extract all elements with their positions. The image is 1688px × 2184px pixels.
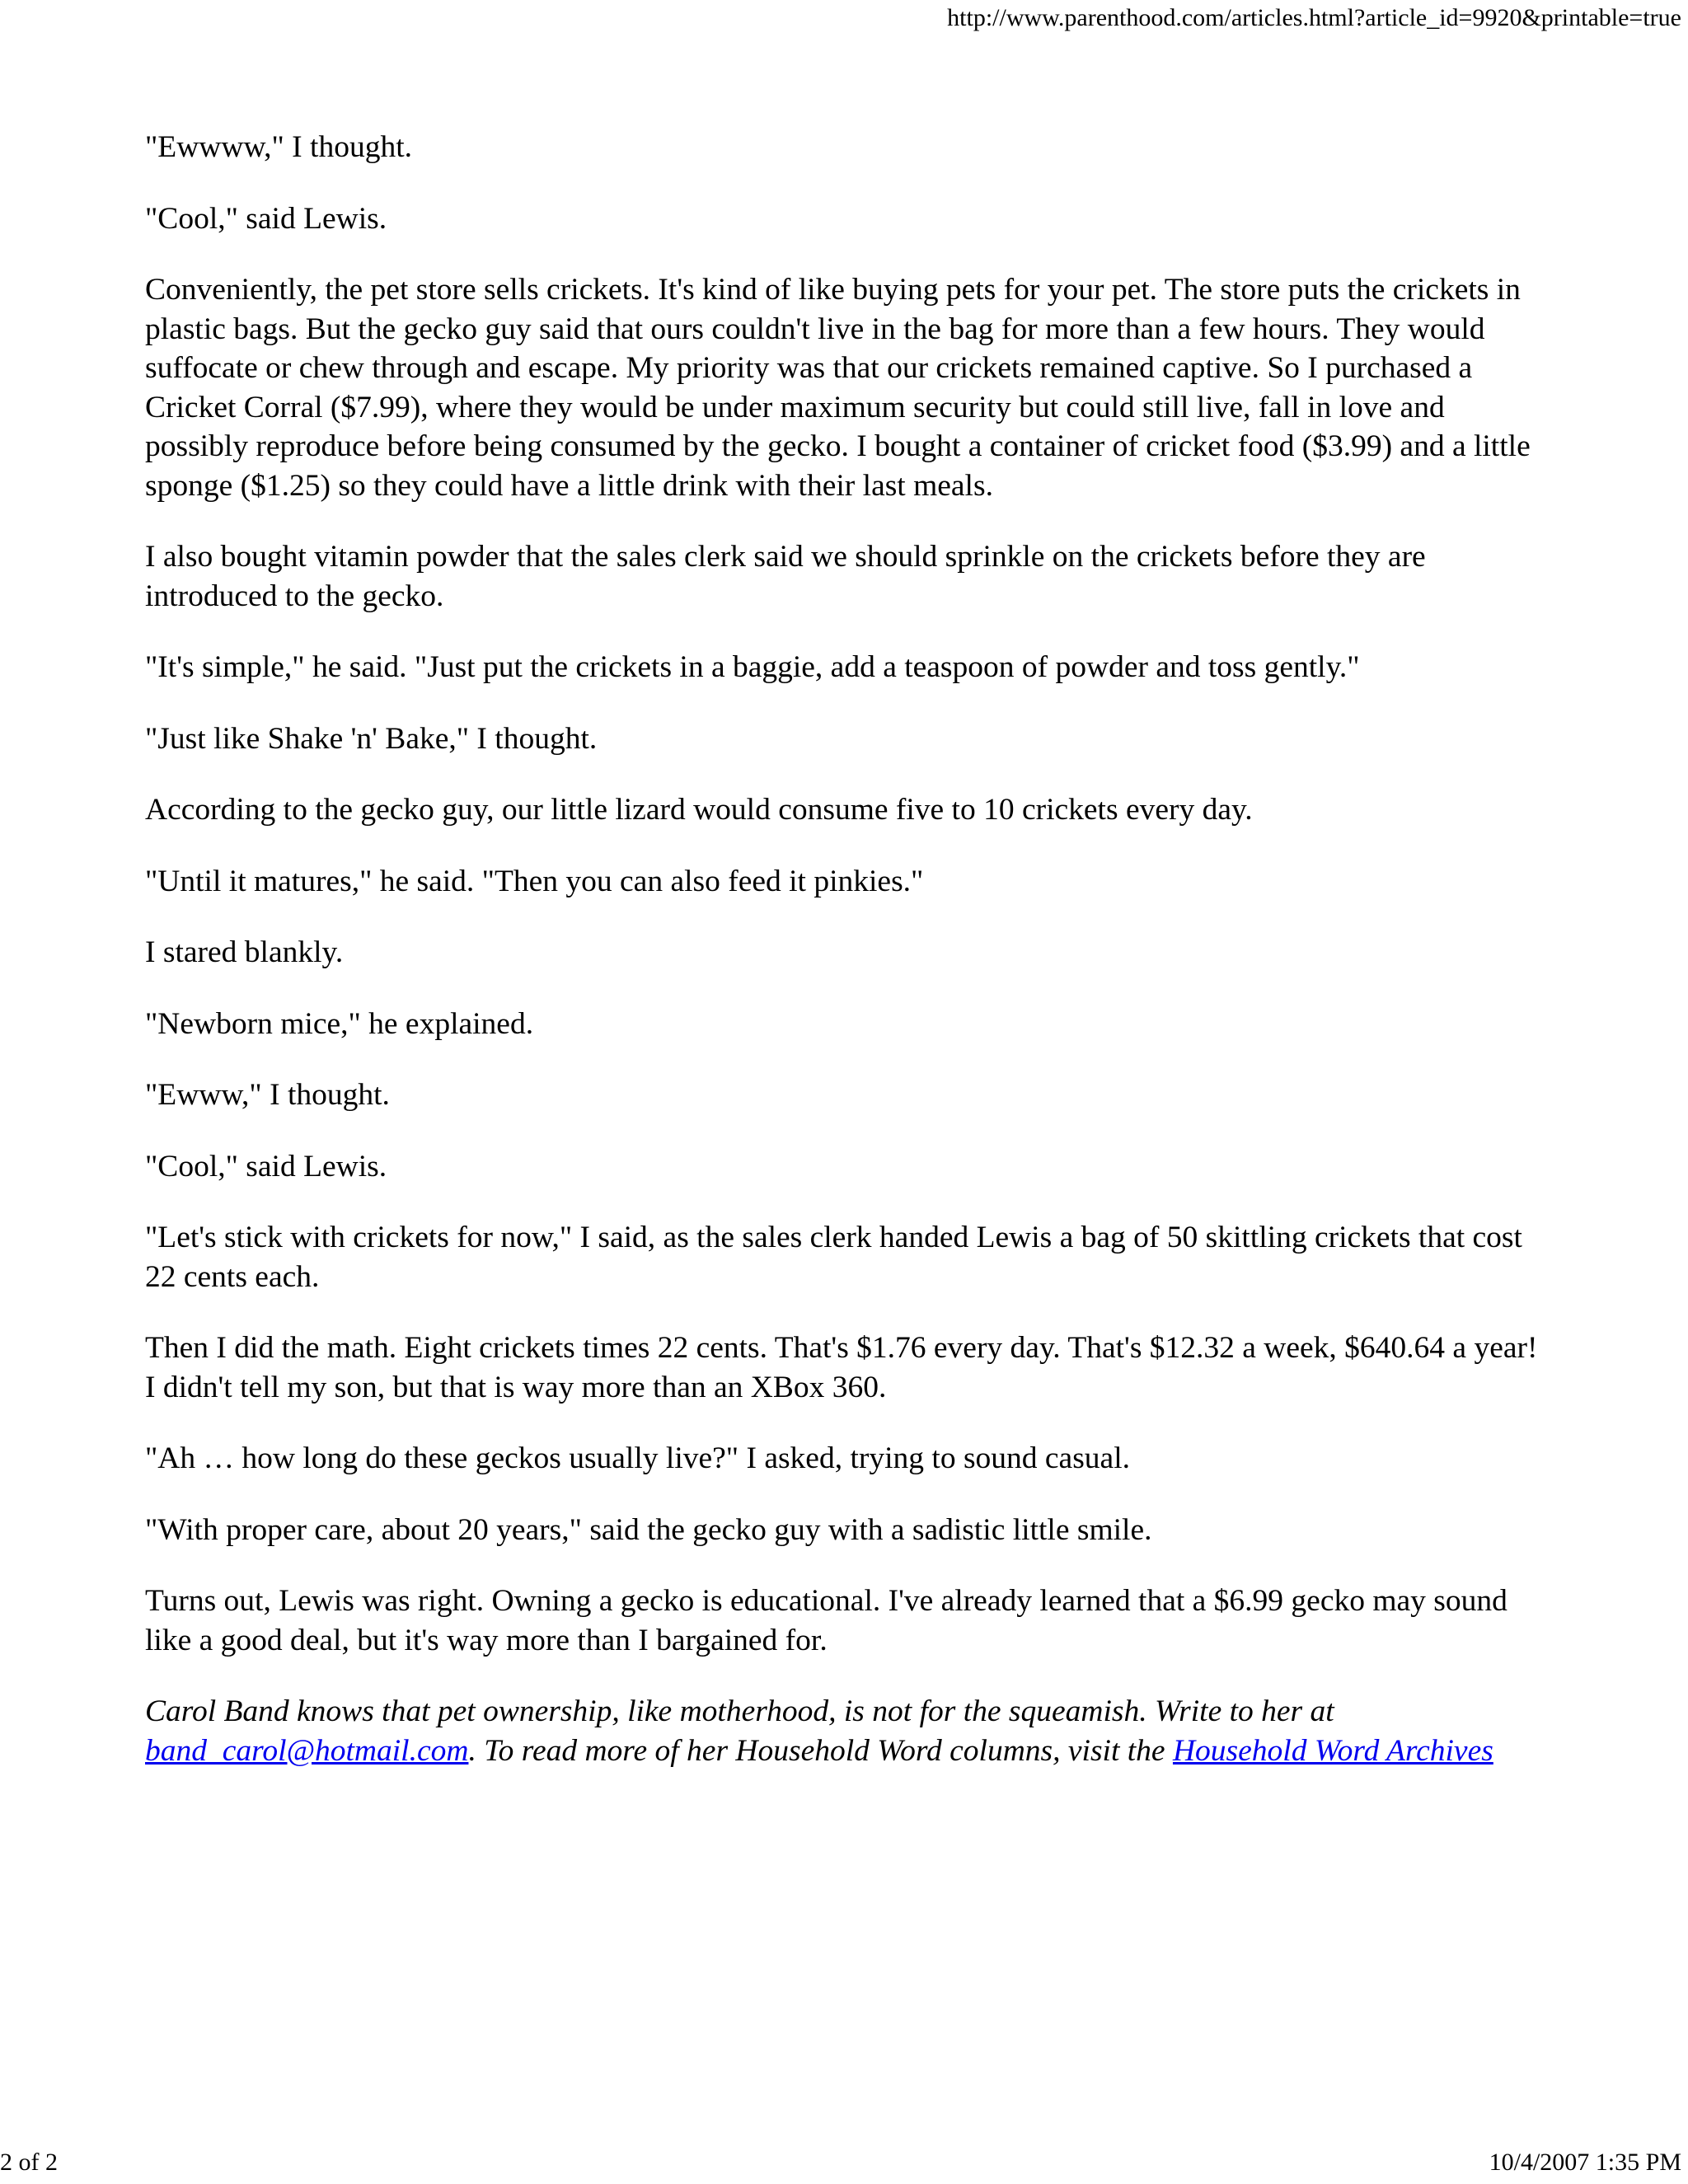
bio-text: Carol Band knows that pet ownership, like motherhood, is not for the squeamish. Write to her at (145, 1694, 1334, 1728)
article-paragraph: Turns out, Lewis was right. Owning a gecko is educational. I've already learned that a $6.99 gecko may sound like a good deal, but it's way more than I bargained for. (145, 1584, 1507, 1657)
article-paragraph: "Ewww," I thought. (145, 1078, 390, 1112)
article-paragraph: Conveniently, the pet store sells crickets. It's kind of like buying pets for your pet. The store puts the crickets in plastic bags. But the gecko guy said that ours couldn't live in the bag for more than a few hours. They would suffocate or chew through and escape. My priority was that our crickets remained captive. So I purchased a Cricket Corral ($7.99), where they would be under maximum security but could still live, fall in love and possibly reproduce before being consumed by the gecko. I bought a container of cricket food ($3.99) and a little sponge ($1.25) so they could have a little drink with their last meals. (145, 273, 1531, 503)
author-email-link[interactable]: band_carol@hotmail.com (145, 1733, 469, 1768)
article-paragraph: "With proper care, about 20 years," said the gecko guy with a sadistic little smile. (145, 1512, 1152, 1547)
article-paragraph: According to the gecko guy, our little lizard would consume five to 10 crickets every day. (145, 793, 1253, 827)
article-paragraph: "Ah … how long do these geckos usually live?" I asked, trying to sound casual. (145, 1441, 1130, 1475)
article-paragraph: Then I did the math. Eight crickets times 22 cents. That's $1.76 every day. That's $12.32 a week, $640.64 a year! I didn't tell my son, but that is way more than an XBox 360. (145, 1331, 1538, 1404)
page-url: http://www.parenthood.com/articles.html?article_id=9920&printable=true (947, 4, 1681, 31)
article-paragraph: "Cool," said Lewis. (145, 201, 387, 236)
article-paragraph: "Cool," said Lewis. (145, 1149, 387, 1183)
household-word-archives-link[interactable]: Household Word Archives (1172, 1733, 1493, 1768)
page-indicator: 2 of 2 (0, 2149, 58, 2176)
article-paragraph: "Until it matures," he said. "Then you can also feed it pinkies." (145, 864, 924, 898)
article-paragraph: "It's simple," he said. "Just put the crickets in a baggie, add a teaspoon of powder and toss gently." (145, 650, 1360, 684)
article-body (145, 128, 1546, 1802)
print-timestamp: 10/4/2007 1:35 PM (1489, 2149, 1681, 2176)
article-paragraph: "Just like Shake 'n' Bake," I thought. (145, 721, 598, 756)
article-paragraph: "Ewwww," I thought. (145, 130, 412, 164)
article-paragraph: I stared blankly. (145, 935, 344, 969)
author-bio (145, 1692, 1546, 1770)
article-paragraph: I also bought vitamin powder that the sales clerk said we should sprinkle on the crickets before they are introduced to the gecko. (145, 540, 1426, 613)
article-paragraph: "Let's stick with crickets for now," I said, as the sales clerk handed Lewis a bag of 50 skittling crickets that cost 22 cents each. (145, 1221, 1522, 1294)
article-paragraph: "Newborn mice," he explained. (145, 1006, 534, 1041)
bio-text: . To read more of her Household Word columns, visit the (468, 1733, 1173, 1768)
